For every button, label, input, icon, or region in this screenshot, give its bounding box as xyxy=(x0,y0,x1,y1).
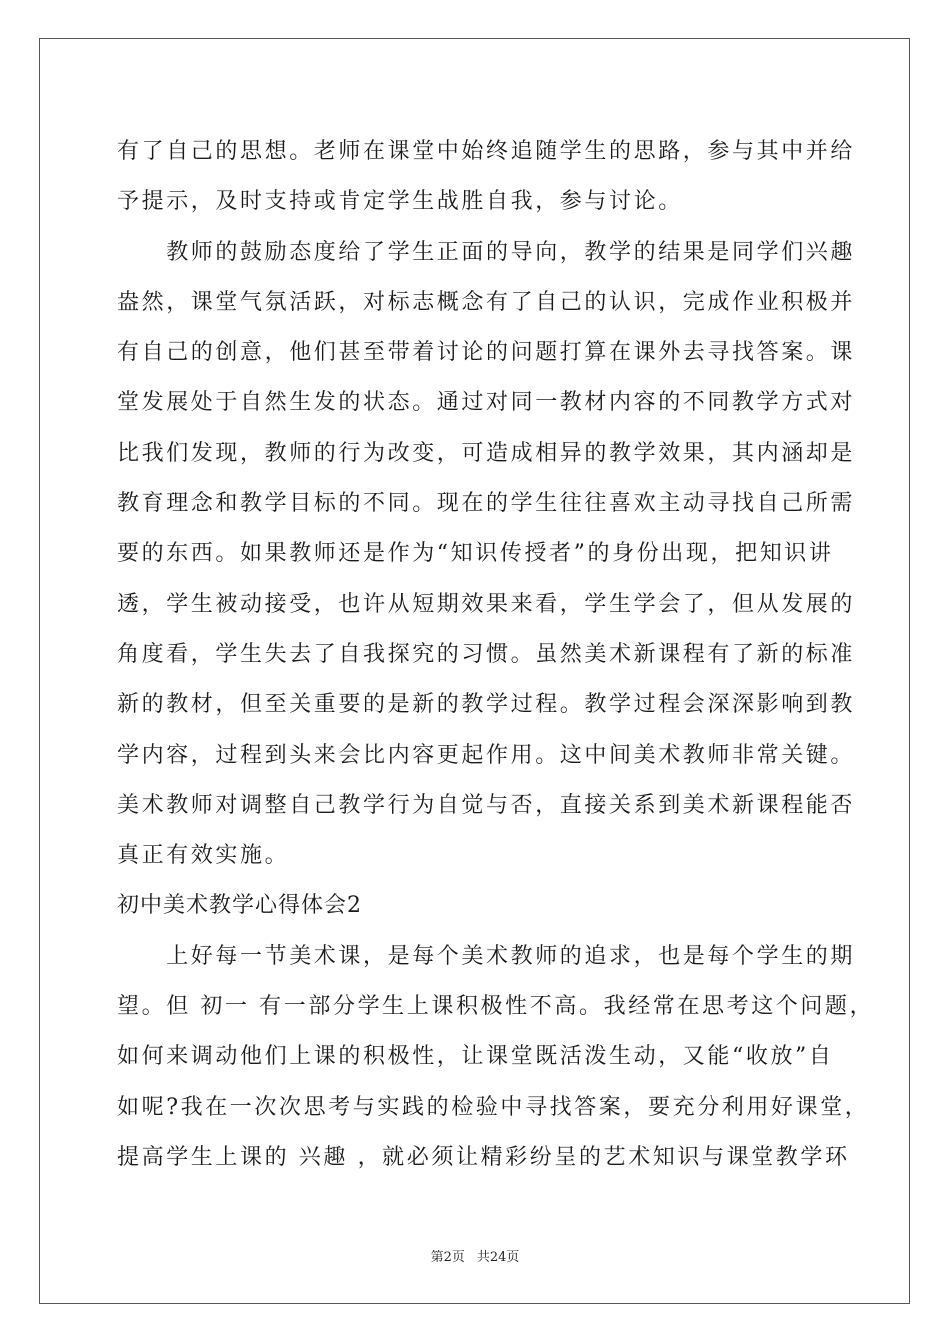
text-line: 教育理念和教学目标的不同。现在的学生往往喜欢主动寻找自己所需 xyxy=(117,491,856,517)
section-heading: 初中美术教学心得体会2 xyxy=(117,893,362,919)
text-line: 提高学生上课的 兴趣 ，就必须让精彩纷呈的艺术知识与课堂教学环 xyxy=(117,1144,850,1170)
text-line: 美术教师对调整自己教学行为自觉与否，直接关系到美术新课程能否 xyxy=(117,792,856,818)
text-line: 要的东西。如果教师还是作为“知识传授者”的身份出现，把知识讲 xyxy=(117,541,834,567)
page-footer xyxy=(0,1246,950,1265)
text-line: 堂发展处于自然生发的状态。通过对同一教材内容的不同教学方式对 xyxy=(117,390,856,416)
page-total: 共24页 xyxy=(476,1250,520,1265)
text-line: 学内容，过程到头来会比内容更起作用。这中间美术教师非常关键。 xyxy=(117,742,856,768)
text-line: 真正有效实施。 xyxy=(117,843,290,869)
text-line: 有自己的创意，他们甚至带着讨论的问题打算在课外去寻找答案。课 xyxy=(117,340,856,366)
text-line: 予提示，及时支持或肯定学生战胜自我，参与讨论。 xyxy=(117,189,683,215)
text-line: 教师的鼓励态度给了学生正面的导向，教学的结果是同学们兴趣 xyxy=(117,239,856,265)
text-line: 如何来调动他们上课的积极性，让课堂既活泼生动，又能“收放”自 xyxy=(117,1044,834,1070)
text-line: 有了自己的思想。老师在课堂中始终追随学生的思路，参与其中并给 xyxy=(117,139,856,164)
text-line: 如呢?我在一次次思考与实践的检验中寻找答案，要充分利用好课堂， xyxy=(117,1094,870,1120)
page-number: 第2页 xyxy=(430,1250,465,1265)
text-line: 新的教材，但至关重要的是新的教学过程。教学过程会深深影响到教 xyxy=(117,692,856,718)
text-line: 角度看，学生失去了自我探究的习惯。虽然美术新课程有了新的标准 xyxy=(117,641,856,667)
document-body xyxy=(117,127,875,1183)
text-line: 盎然，课堂气氛活跃，对标志概念有了自己的认识，完成作业积极并 xyxy=(117,289,856,315)
text-line: 比我们发现，教师的行为改变，可造成相异的教学效果，其内涵却是 xyxy=(117,440,856,466)
text-line: 透，学生被动接受，也许从短期效果来看，学生学会了，但从发展的 xyxy=(117,591,856,617)
text-line: 望。但 初一 有一部分学生上课积极性不高。我经常在思考这个问题， xyxy=(117,994,875,1020)
text-line: 上好每一节美术课，是每个美术教师的追求，也是每个学生的期 xyxy=(117,943,856,969)
